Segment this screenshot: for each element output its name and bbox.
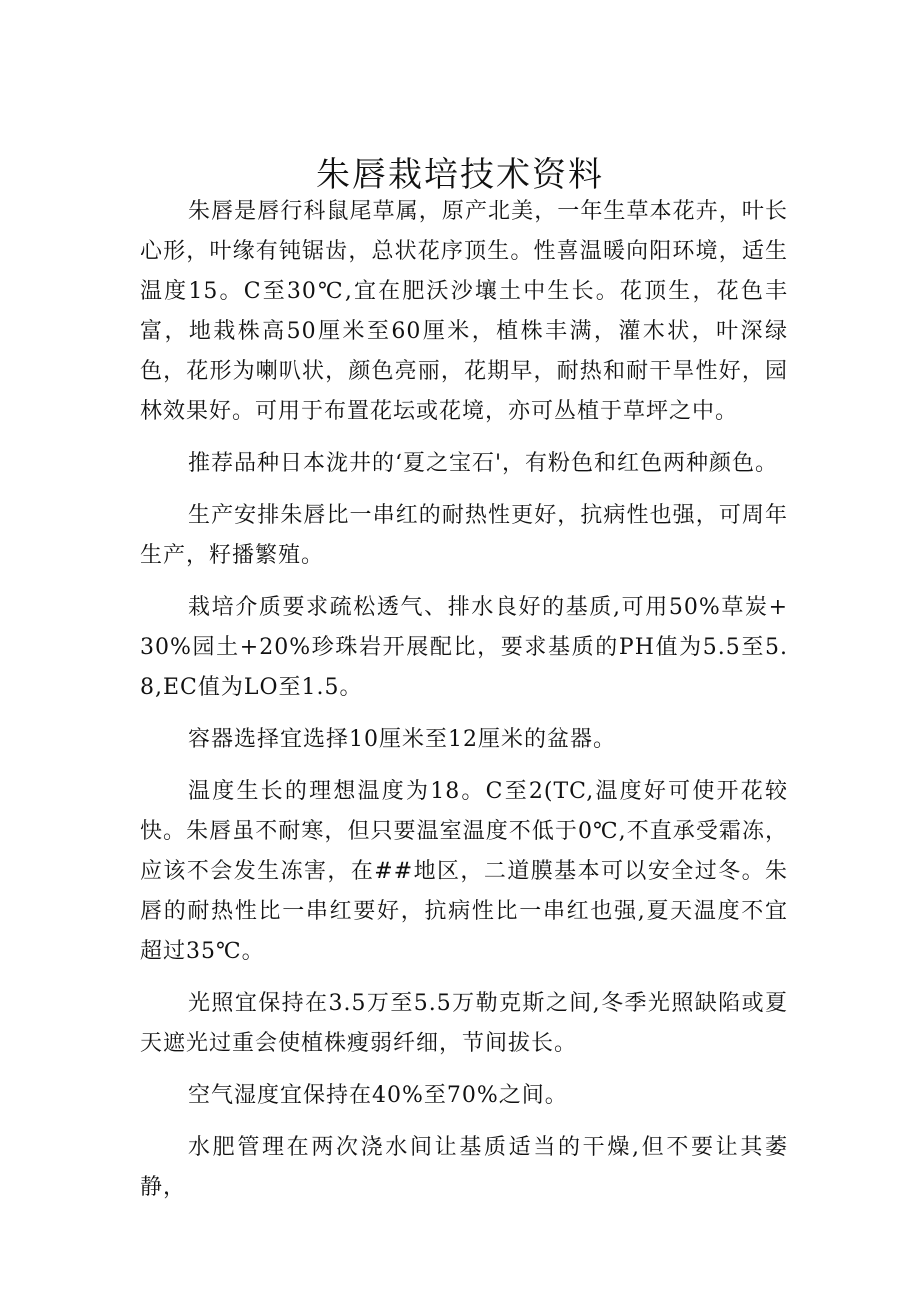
document-body [140, 192, 788, 1220]
paragraph-intro: 朱唇是唇行科鼠尾草属，原产北美，一年生草本花卉，叶长心形，叶缘有钝锯齿，总状花序顶生。性喜温暖向阳环境，适生温度15。C至30℃,宜在肥沃沙壤土中生长。花顶生，花色丰富，地栽株高50厘米至60厘米，植株丰满，灌木状，叶深绿色，花形为喇叭状，颜色亮丽，花期早，耐热和耐干旱性好，园林效果好。可用于布置花坛或花境，亦可丛植于草坪之中。 [140, 199, 788, 424]
paragraph-temperature: 温度生长的理想温度为18。C至2(TC,温度好可使开花较快。朱唇虽不耐寒，但只要温室温度不低于0℃,不直承受霜冻，应该不会发生冻害，在##地区，二道膜基本可以安全过冬。朱唇的耐热性比一串红要好，抗病性比一串红也强,夏天温度不宜超过35℃。 [140, 779, 788, 964]
paragraph-humidity: 空气湿度宜保持在40%至70%之间。 [188, 1083, 568, 1108]
paragraph-medium: 栽培介质要求疏松透气、排水良好的基质,可用50%草炭+30%园土+20%珍珠岩开展配比，要求基质的PH值为5.5至5.8,EC值为LO至1.5。 [140, 595, 788, 700]
paragraph-production: 生产安排朱唇比一串红的耐热性更好，抗病性也强，可周年生产，籽播繁殖。 [140, 503, 788, 568]
paragraph-variety: 推荐品种日本泷井的‘夏之宝石'，有粉色和红色两种颜色。 [188, 451, 779, 476]
document-title: 朱唇栽培技术资料 [316, 154, 604, 195]
paragraph-light: 光照宜保持在3.5万至5.5万勒克斯之间,冬季光照缺陷或夏天遮光过重会使植株瘦弱纤细，节间拔长。 [140, 991, 788, 1056]
paragraph-water-fertilizer: 水肥管理在两次浇水间让基质适当的干燥,但不要让其萎静， [140, 1135, 788, 1200]
paragraph-container: 容器选择宜选择10厘米至12厘米的盆器。 [188, 727, 616, 752]
